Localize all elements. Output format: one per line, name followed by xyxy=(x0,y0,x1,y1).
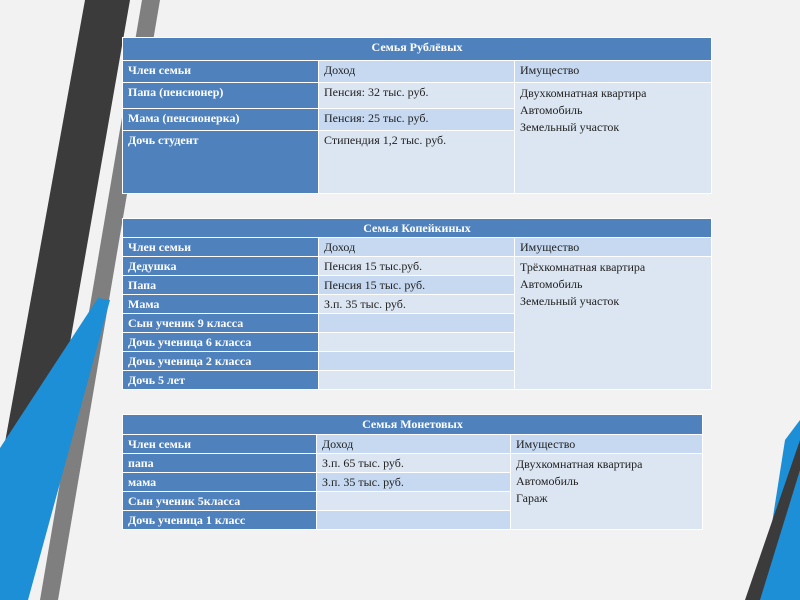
property-item: Земельный участок xyxy=(520,294,620,308)
income-cell: З.п. 35 тыс. руб. xyxy=(317,473,511,492)
header-member: Член семьи xyxy=(123,435,317,454)
header-member: Член семьи xyxy=(123,238,319,257)
income-cell xyxy=(319,352,515,371)
income-cell xyxy=(317,511,511,530)
header-member: Член семьи xyxy=(123,61,319,83)
property-item: Двухкомнатная квартира xyxy=(516,457,643,471)
table-title: Семья Монетовых xyxy=(123,415,703,435)
member-cell: Дочь студент xyxy=(123,131,319,194)
income-cell xyxy=(319,333,515,352)
header-income: Доход xyxy=(317,435,511,454)
income-cell xyxy=(319,371,515,390)
property-cell xyxy=(515,83,712,194)
income-cell: Пенсия: 32 тыс. руб. xyxy=(319,83,515,109)
property-item: Автомобиль xyxy=(520,277,583,291)
member-cell: Дочь ученица 2 класса xyxy=(123,352,319,371)
property-item: Земельный участок xyxy=(520,120,620,134)
member-cell: мама xyxy=(123,473,317,492)
member-cell: Мама xyxy=(123,295,319,314)
member-cell: Папа xyxy=(123,276,319,295)
family-table-monetovy xyxy=(122,414,703,530)
family-table-rublevy xyxy=(122,37,712,194)
property-item: Двухкомнатная квартира xyxy=(520,86,647,100)
property-item: Гараж xyxy=(516,491,548,505)
family-table-kopeykiny xyxy=(122,218,712,390)
header-income: Доход xyxy=(319,238,515,257)
property-cell xyxy=(511,454,703,530)
income-cell: Пенсия 15 тыс.руб. xyxy=(319,257,515,276)
property-item: Автомобиль xyxy=(516,474,579,488)
income-cell: Стипендия 1,2 тыс. руб. xyxy=(319,131,515,194)
header-property: Имущество xyxy=(511,435,703,454)
income-cell: Пенсия: 25 тыс. руб. xyxy=(319,109,515,131)
header-property: Имущество xyxy=(515,238,712,257)
property-item: Трёхкомнатная квартира xyxy=(520,260,646,274)
income-cell: Пенсия 15 тыс. руб. xyxy=(319,276,515,295)
property-cell xyxy=(515,257,712,390)
member-cell: Дедушка xyxy=(123,257,319,276)
member-cell: Сын ученик 9 класса xyxy=(123,314,319,333)
property-item: Автомобиль xyxy=(520,103,583,117)
member-cell: Папа (пенсионер) xyxy=(123,83,319,109)
income-cell xyxy=(317,492,511,511)
table-title: Семья Рублёвых xyxy=(123,38,712,61)
table-title: Семья Копейкиных xyxy=(123,219,712,238)
member-cell: Дочь ученица 6 класса xyxy=(123,333,319,352)
income-cell: З.п. 35 тыс. руб. xyxy=(319,295,515,314)
header-property: Имущество xyxy=(515,61,712,83)
income-cell xyxy=(319,314,515,333)
member-cell: папа xyxy=(123,454,317,473)
income-cell: З.п. 65 тыс. руб. xyxy=(317,454,511,473)
member-cell: Мама (пенсионерка) xyxy=(123,109,319,131)
header-income: Доход xyxy=(319,61,515,83)
member-cell: Дочь 5 лет xyxy=(123,371,319,390)
member-cell: Дочь ученица 1 класс xyxy=(123,511,317,530)
member-cell: Сын ученик 5класса xyxy=(123,492,317,511)
